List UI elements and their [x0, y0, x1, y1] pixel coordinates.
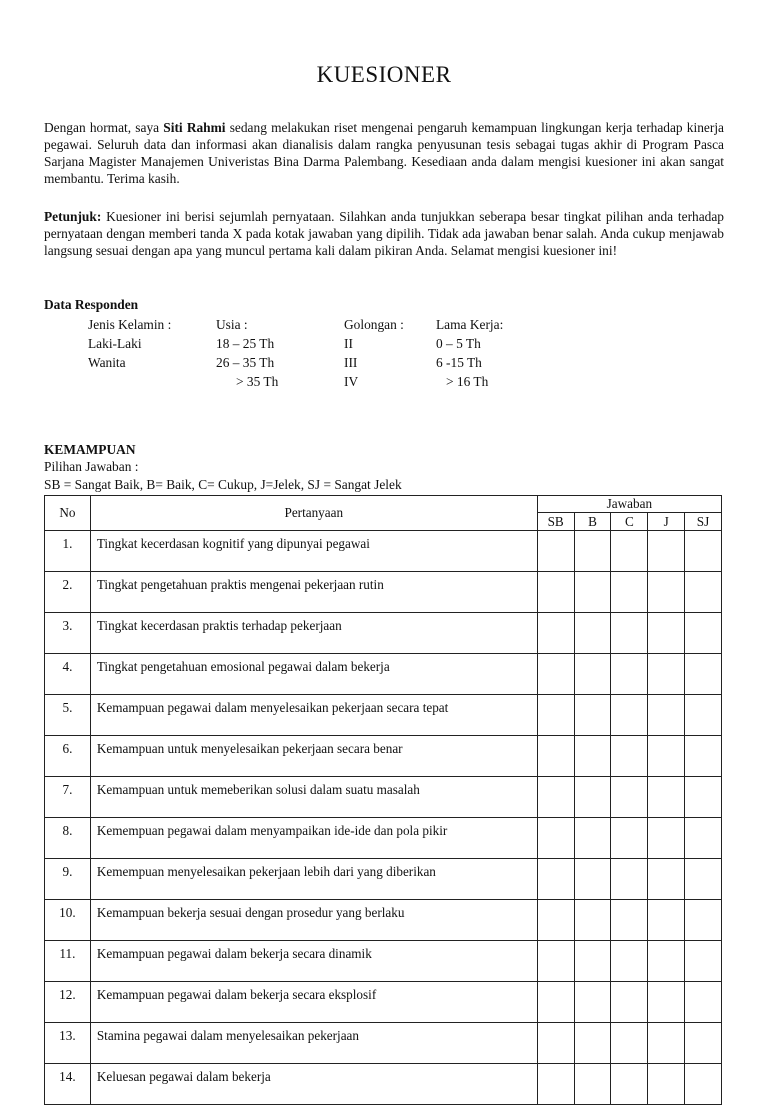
answer-box-b[interactable]	[574, 572, 611, 613]
researcher-name: Siti Rahmi	[163, 120, 226, 135]
instructions-label: Petunjuk:	[44, 209, 102, 224]
answer-box-b[interactable]	[574, 531, 611, 572]
question-text: Kemampuan untuk memeberikan solusi dalam suatu masalah	[90, 777, 537, 818]
table-row	[45, 859, 722, 900]
answer-box-b[interactable]	[574, 695, 611, 736]
col-header-question: Pertanyaan	[90, 496, 537, 531]
table-row	[45, 736, 722, 777]
answer-box-sj[interactable]	[685, 531, 722, 572]
answer-box-j[interactable]	[648, 982, 685, 1023]
answer-box-sb[interactable]	[537, 572, 574, 613]
answer-box-b[interactable]	[574, 1064, 611, 1105]
answer-box-sb[interactable]	[537, 941, 574, 982]
question-number: 13.	[45, 1023, 91, 1064]
answer-box-c[interactable]	[611, 818, 648, 859]
question-text: Stamina pegawai dalam menyelesaikan pekerjaan	[90, 1023, 537, 1064]
answer-box-b[interactable]	[574, 1023, 611, 1064]
answer-box-c[interactable]	[611, 613, 648, 654]
respondent-cell: 26 – 35 Th	[216, 355, 275, 370]
question-text: Kemempuan menyelesaikan pekerjaan lebih dari yang diberikan	[90, 859, 537, 900]
answer-box-sj[interactable]	[685, 1064, 722, 1105]
answer-box-sb[interactable]	[537, 695, 574, 736]
respondent-header: Usia :	[216, 317, 248, 332]
question-text: Kemampuan pegawai dalam bekerja secara eksplosif	[90, 982, 537, 1023]
answer-box-sj[interactable]	[685, 572, 722, 613]
intro-before: Dengan hormat, saya	[44, 120, 164, 135]
answer-box-c[interactable]	[611, 1064, 648, 1105]
question-number: 3.	[45, 613, 91, 654]
section-subtitle: Pilihan Jawaban :	[44, 459, 139, 474]
page-title: KUESIONER	[316, 62, 452, 87]
answer-box-j[interactable]	[648, 613, 685, 654]
answer-box-sj[interactable]	[685, 1023, 722, 1064]
question-number: 10.	[45, 900, 91, 941]
answer-box-j[interactable]	[648, 531, 685, 572]
answer-box-sj[interactable]	[685, 982, 722, 1023]
answer-box-sb[interactable]	[537, 859, 574, 900]
col-header-no: No	[45, 496, 91, 531]
question-number: 7.	[45, 777, 91, 818]
answer-box-c[interactable]	[611, 982, 648, 1023]
respondent-cell: 18 – 25 Th	[216, 336, 275, 351]
answer-box-c[interactable]	[611, 777, 648, 818]
question-text: Tingkat pengetahuan praktis mengenai pekerjaan rutin	[90, 572, 537, 613]
question-text: Tingkat pengetahuan emosional pegawai dalam bekerja	[90, 654, 537, 695]
question-number: 4.	[45, 654, 91, 695]
question-text: Tingkat kecerdasan kognitif yang dipunyai pegawai	[90, 531, 537, 572]
answer-box-sj[interactable]	[685, 859, 722, 900]
respondent-cell	[88, 372, 216, 391]
respondent-cell: > 35 Th	[236, 374, 279, 389]
answer-box-sj[interactable]	[685, 654, 722, 695]
answer-box-sb[interactable]	[537, 736, 574, 777]
section-title: KEMAMPUAN	[44, 442, 136, 457]
answer-box-j[interactable]	[648, 818, 685, 859]
table-row	[45, 572, 722, 613]
answer-box-sb[interactable]	[537, 900, 574, 941]
answer-box-j[interactable]	[648, 654, 685, 695]
question-number: 14.	[45, 1064, 91, 1105]
answer-box-sb[interactable]	[537, 613, 574, 654]
answer-box-j[interactable]	[648, 777, 685, 818]
table-row	[45, 654, 722, 695]
answer-box-sj[interactable]	[685, 613, 722, 654]
table-row	[45, 900, 722, 941]
answer-box-b[interactable]	[574, 654, 611, 695]
respondent-row	[88, 372, 608, 391]
answer-box-c[interactable]	[611, 900, 648, 941]
answer-box-j[interactable]	[648, 1064, 685, 1105]
answer-box-b[interactable]	[574, 736, 611, 777]
answer-box-j[interactable]	[648, 941, 685, 982]
answer-box-sb[interactable]	[537, 1064, 574, 1105]
respondent-cell: III	[344, 355, 358, 370]
answer-box-c[interactable]	[611, 736, 648, 777]
table-row	[45, 1023, 722, 1064]
question-number: 2.	[45, 572, 91, 613]
question-rows	[45, 531, 722, 1105]
question-text: Kemempuan pegawai dalam menyampaikan ide-ide dan pola pikir	[90, 818, 537, 859]
answer-box-sb[interactable]	[537, 777, 574, 818]
answer-box-sb[interactable]	[537, 654, 574, 695]
respondent-header: Golongan :	[344, 317, 404, 332]
questionnaire-table	[44, 495, 722, 1105]
option-header-b: B	[574, 513, 611, 531]
question-number: 1.	[45, 531, 91, 572]
table-row	[45, 941, 722, 982]
answer-box-j[interactable]	[648, 736, 685, 777]
answer-box-sj[interactable]	[685, 900, 722, 941]
option-header-c: C	[611, 513, 648, 531]
answer-box-b[interactable]	[574, 941, 611, 982]
respondent-row	[88, 353, 608, 372]
answer-box-j[interactable]	[648, 695, 685, 736]
question-text: Keluesan pegawai dalam bekerja	[90, 1064, 537, 1105]
answer-box-b[interactable]	[574, 777, 611, 818]
question-text: Kemampuan untuk menyelesaikan pekerjaan secara benar	[90, 736, 537, 777]
option-header-sj: SJ	[685, 513, 722, 531]
answer-box-j[interactable]	[648, 572, 685, 613]
answer-box-c[interactable]	[611, 695, 648, 736]
col-header-answer: Jawaban	[537, 496, 721, 513]
table-row	[45, 1064, 722, 1105]
question-number: 11.	[45, 941, 91, 982]
answer-box-c[interactable]	[611, 941, 648, 982]
respondent-cell: 0 – 5 Th	[436, 336, 481, 351]
table-row	[45, 777, 722, 818]
table-row	[45, 818, 722, 859]
answer-box-sj[interactable]	[685, 777, 722, 818]
question-number: 12.	[45, 982, 91, 1023]
question-text: Kemampuan pegawai dalam menyelesaikan pekerjaan secara tepat	[90, 695, 537, 736]
question-text: Kemampuan bekerja sesuai dengan prosedur yang berlaku	[90, 900, 537, 941]
question-number: 5.	[45, 695, 91, 736]
question-text: Tingkat kecerdasan praktis terhadap pekerjaan	[90, 613, 537, 654]
answer-box-sj[interactable]	[685, 695, 722, 736]
answer-box-j[interactable]	[648, 859, 685, 900]
respondent-header: Lama Kerja:	[436, 317, 504, 332]
question-number: 6.	[45, 736, 91, 777]
answer-box-j[interactable]	[648, 900, 685, 941]
question-number: 9.	[45, 859, 91, 900]
answer-box-b[interactable]	[574, 900, 611, 941]
respondent-cell: Laki-Laki	[88, 336, 142, 351]
answer-box-j[interactable]	[648, 1023, 685, 1064]
answer-box-sb[interactable]	[537, 531, 574, 572]
answer-box-b[interactable]	[574, 613, 611, 654]
respondent-title: Data Responden	[44, 297, 139, 312]
respondent-row	[88, 334, 608, 353]
respondent-grid	[88, 315, 608, 391]
answer-box-c[interactable]	[611, 859, 648, 900]
answer-box-b[interactable]	[574, 818, 611, 859]
instructions-text: Kuesioner ini berisi sejumlah pernyataan. Silahkan anda tunjukkan seberapa besar tingkat pilihan anda terhadap pernyataan dengan memberi tanda X pada kotak jawaban yang dipilih. Tidak ada jawaban benar salah. Anda cukup menjawab langsung sesuai dengan apa yang muncul pertama kali dalam pikiran Anda. Selamat mengisi kuesioner ini!	[44, 209, 724, 258]
respondent-cell: II	[344, 336, 353, 351]
answer-box-c[interactable]	[611, 1023, 648, 1064]
respondent-header-row	[88, 315, 608, 334]
answer-legend: SB = Sangat Baik, B= Baik, C= Cukup, J=Jelek, SJ = Sangat Jelek	[44, 477, 402, 492]
answer-box-sb[interactable]	[537, 818, 574, 859]
question-number: 8.	[45, 818, 91, 859]
table-row	[45, 982, 722, 1023]
respondent-cell: Wanita	[88, 355, 126, 370]
respondent-cell: IV	[344, 374, 359, 389]
table-row	[45, 695, 722, 736]
respondent-header: Jenis Kelamin :	[88, 317, 172, 332]
instructions-paragraph	[44, 208, 724, 259]
answer-box-c[interactable]	[611, 654, 648, 695]
table-row	[45, 613, 722, 654]
question-text: Kemampuan pegawai dalam bekerja secara dinamik	[90, 941, 537, 982]
answer-box-b[interactable]	[574, 859, 611, 900]
answer-box-sb[interactable]	[537, 1023, 574, 1064]
answer-box-sj[interactable]	[685, 941, 722, 982]
respondent-cell: 6 -15 Th	[436, 355, 482, 370]
answer-box-c[interactable]	[611, 572, 648, 613]
answer-box-b[interactable]	[574, 982, 611, 1023]
answer-box-c[interactable]	[611, 531, 648, 572]
answer-box-sj[interactable]	[685, 818, 722, 859]
answer-box-sb[interactable]	[537, 982, 574, 1023]
option-header-sb: SB	[537, 513, 574, 531]
intro-after: sedang melakukan riset mengenai pengaruh kemampuan lingkungan kerja terhadap kinerja pegawai. Seluruh data dan informasi akan dianalisis dalam rangka penyusunan tesis sebagai tugas akhir di Program Pasca Sarjana Magister Manajemen Univeristas Bina Darma Palembang. Kesediaan anda dalam mengisi kuesioner ini akan sangat membantu. Terima kasih.	[44, 120, 724, 186]
table-row	[45, 531, 722, 572]
intro-paragraph	[44, 119, 724, 187]
respondent-cell: > 16 Th	[446, 374, 489, 389]
answer-box-sj[interactable]	[685, 736, 722, 777]
option-header-j: J	[648, 513, 685, 531]
